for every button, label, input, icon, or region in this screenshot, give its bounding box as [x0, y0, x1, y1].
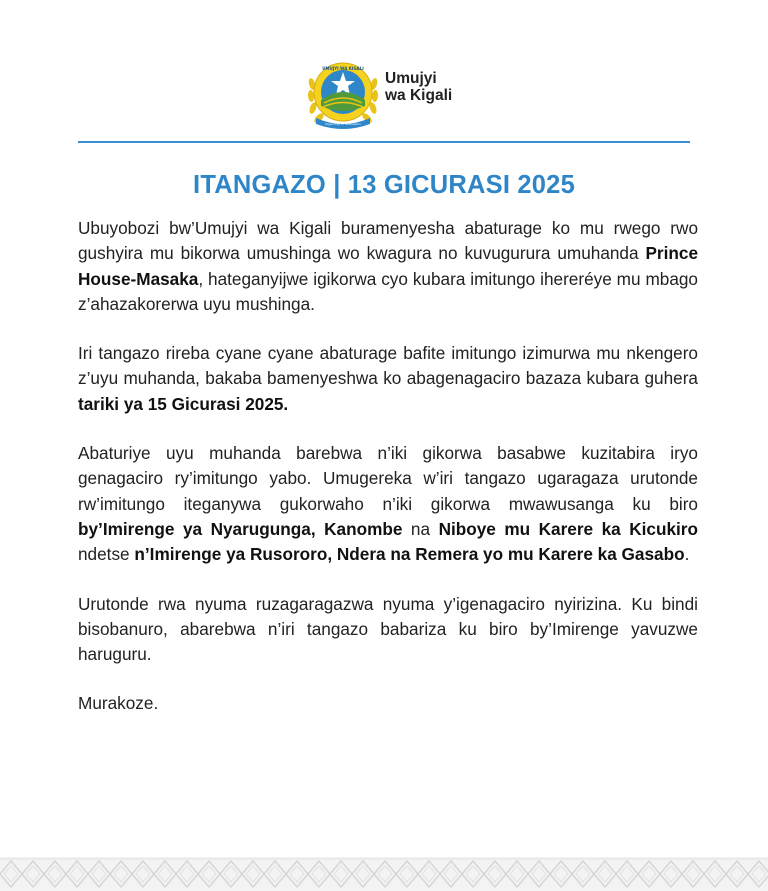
header	[0, 44, 768, 134]
p2-bold-date: tariki ya 15 Gicurasi 2025.	[78, 393, 289, 414]
brand-line-1: Umujyi	[385, 70, 437, 87]
p3-text-4: .	[684, 544, 690, 565]
kigali-city-emblem	[306, 54, 380, 132]
p1-text-1: Ubuyobozi bw’Umujyi wa Kigali buramenyesha abaturage ko mu rwego rwo gushyira mu bikorwa umushinga wo kwagura no kuvugurura umuhanda	[78, 218, 698, 264]
p3-bold-sectors-3: n’Imirenge ya Rusororo, Ndera na Remera yo mu Karere ka Gasabo	[134, 544, 685, 565]
p4-text-1: Urutonde rwa nyuma ruzagaragazwa nyuma y’igenagaciro nyirizina. Ku bindi bisobanuro, abarebwa n’iri tangazo babariza ku biro by’Imirenge yavuzwe haruguru.	[78, 593, 698, 665]
p3-bold-sectors-1: by’Imirenge ya Nyarugunga, Kanombe	[78, 518, 403, 539]
p3-text-1: Abaturiye uyu muhanda barebwa n’iki gikorwa basabwe kuzitabira iryo genagaciro ry’imitungo yabo. Umugereka w’iri tangazo ugaragaza urutonde rw’imitungo iteganywa gukorwaho n’iki gikorwa mwawusanga ku biro	[78, 443, 698, 514]
closing-text: Murakoze.	[78, 693, 159, 714]
paragraph-2	[78, 341, 698, 417]
brand-name	[385, 70, 452, 104]
p1-bold-road-name: Prince House-Masaka	[78, 243, 698, 289]
paragraph-4	[78, 592, 698, 668]
p3-bold-sectors-2: Niboye mu Karere ka Kicukiro	[438, 518, 698, 539]
emblem-motto: Kigali city of innovation	[325, 122, 361, 126]
p1-text-2: , hateganyijwe igikorwa cyo kubara imitungo ihereréye mu mbago z’ahazakorerwa uyu mushinga.	[78, 268, 698, 314]
p3-text-2: na	[402, 518, 439, 539]
emblem-ring-text: UMUJYI WA KIGALI	[322, 66, 364, 71]
p2-text-1: Iri tangazo rireba cyane cyane abaturage bafite imitungo izimurwa mu nkengero z’uyu muhanda, bakaba bamenyeshwa ko abagenagaciro bazaza kubara guhera	[78, 343, 698, 389]
paragraph-3	[78, 441, 698, 567]
header-divider	[78, 141, 690, 143]
announcement-body	[78, 216, 698, 741]
paragraph-1	[78, 216, 698, 317]
p3-text-3: ndetse	[78, 544, 135, 565]
decorative-imigongo-pattern	[0, 857, 768, 891]
announcement-title: ITANGAZO | 13 GICURASI 2025	[193, 171, 575, 199]
brand-line-2: wa Kigali	[385, 87, 453, 104]
